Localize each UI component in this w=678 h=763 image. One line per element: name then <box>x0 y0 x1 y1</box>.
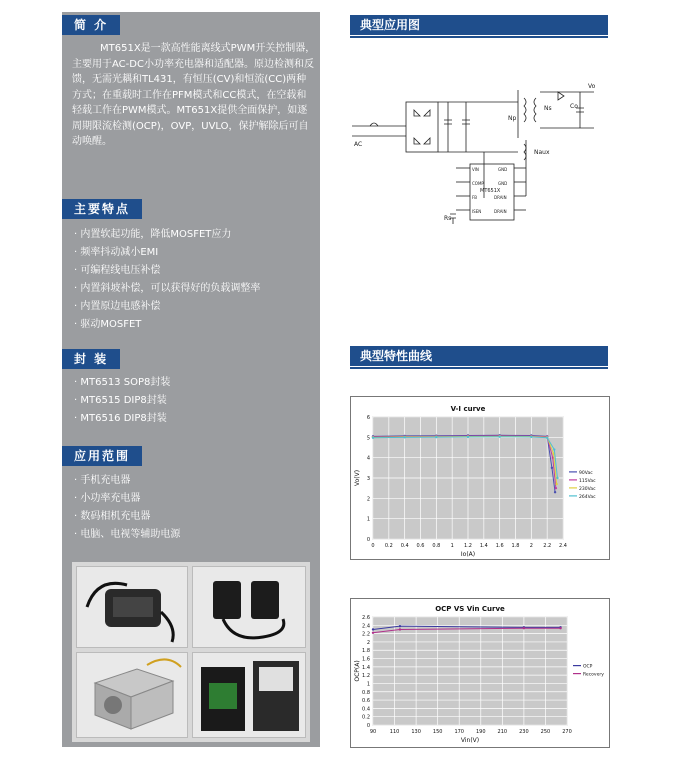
circuit-label-ac: AC <box>354 141 363 148</box>
charger-illustration <box>77 567 187 647</box>
y-tick-label: 2.2 <box>362 631 370 638</box>
data-point <box>372 628 374 630</box>
x-tick-label: 2.2 <box>543 543 552 549</box>
x-tick-label: 90 <box>369 729 377 735</box>
application-circuit <box>348 80 610 228</box>
y-tick-label: 0 <box>366 723 370 729</box>
x-tick-label: 1.6 <box>495 543 504 549</box>
list-item: · 内置斜坡补偿，可以获得好的负载调整率 <box>74 283 261 294</box>
ocp-chart-frame <box>350 598 610 748</box>
legend-label: 264Vac <box>579 494 596 500</box>
x-tick-label: 2 <box>529 543 533 549</box>
x-tick-label: 170 <box>454 729 464 735</box>
list-item: · 频率抖动减小EMI <box>74 247 159 258</box>
chart-title: V-I curve <box>450 405 486 413</box>
x-tick-label: 250 <box>540 729 551 735</box>
list-item: · 手机充电器 <box>74 475 131 486</box>
y-tick-label: 3 <box>366 476 370 482</box>
data-point <box>372 632 374 634</box>
x-axis-label: Io(A) <box>460 551 476 558</box>
features-heading: 主要特点 <box>62 199 142 219</box>
list-item: · MT6513 SOP8封装 <box>74 377 171 388</box>
list-item: · 数码相机充电器 <box>74 511 151 522</box>
power-supply-photo <box>76 652 188 738</box>
vi-chart-frame <box>350 396 610 560</box>
battery-charger-illustration <box>193 653 305 737</box>
data-point <box>467 436 469 438</box>
data-point <box>530 436 532 438</box>
plot-area <box>373 617 567 725</box>
chip-label: MT651X <box>480 188 501 194</box>
chart-title: OCP VS Vin Curve <box>435 605 505 613</box>
pin-label: GND <box>498 181 508 186</box>
legend-label: 230Vac <box>579 486 596 492</box>
x-tick-label: 2.4 <box>559 543 567 549</box>
battery-charger-photo <box>192 652 306 738</box>
data-point <box>554 491 556 493</box>
y-tick-label: 1.2 <box>362 673 370 680</box>
list-item: · MT6516 DIP8封装 <box>74 413 167 424</box>
y-tick-label: 0.8 <box>362 689 370 696</box>
list-item: · 小功率充电器 <box>74 493 141 504</box>
y-tick-label: 1.8 <box>362 648 370 655</box>
x-tick-label: 0 <box>371 543 375 549</box>
x-tick-label: 210 <box>497 729 508 735</box>
data-point <box>559 627 561 629</box>
pin-label: FB <box>472 195 478 200</box>
curve-heading: 典型特性曲线 <box>350 346 608 366</box>
y-tick-label: 5 <box>366 435 370 442</box>
pin-label: COMP <box>472 181 484 186</box>
intro-text: MT651X是一款高性能离线式PWM开关控制器，主要用于AC-DC小功率充电器和适配器。原边检测和反馈，无需光耦和TL431，有恒压(CV)和恒流(CC)两种方式；在重载时工作在PFM模式和CC模式，在空载和轻载工作在PWM模式。MT651X提供全面保护，如逐周期限流检测(OCP)，OVP，UVLO，保护解除后可自动唤醒。 <box>72 43 316 147</box>
ocp-chart <box>351 599 609 747</box>
data-point <box>399 628 401 630</box>
y-tick-label: 1.6 <box>362 656 370 663</box>
pin-label: DRAIN <box>494 195 507 200</box>
pin-label: ISEN <box>472 209 482 214</box>
x-tick-label: 0.8 <box>432 543 441 549</box>
y-tick-label: 1 <box>366 516 370 523</box>
data-point <box>498 436 500 438</box>
y-tick-label: 1 <box>366 681 370 688</box>
features-list <box>74 226 260 334</box>
x-tick-label: 1.2 <box>464 543 472 549</box>
y-axis-label: Vo(V) <box>354 469 361 487</box>
data-point <box>553 448 555 450</box>
x-tick-label: 150 <box>432 729 443 735</box>
list-item: · MT6515 DIP8封装 <box>74 395 167 406</box>
package-list <box>74 374 170 428</box>
y-tick-label: 6 <box>366 415 370 421</box>
data-point <box>523 627 525 629</box>
x-tick-label: 0.6 <box>416 543 425 549</box>
x-axis-label: Vin(V) <box>460 737 480 744</box>
x-tick-label: 1.8 <box>511 543 520 549</box>
y-tick-label: 2.6 <box>362 615 370 621</box>
list-item: · 电脑、电视等辅助电源 <box>74 529 181 540</box>
y-tick-label: 4 <box>366 455 370 462</box>
adapter-photo <box>192 566 306 648</box>
x-tick-label: 110 <box>389 729 400 735</box>
pin-label: DRAIN <box>494 209 507 214</box>
pin-label: VIN <box>472 167 479 172</box>
apps-heading: 应用范围 <box>62 446 142 466</box>
data-point <box>546 437 548 439</box>
package-heading: 封 装 <box>62 349 120 369</box>
data-point <box>435 436 437 438</box>
y-tick-label: 0.6 <box>362 698 370 705</box>
legend-label: OCP <box>583 664 593 670</box>
data-point <box>399 625 401 627</box>
x-tick-label: 230 <box>519 729 529 735</box>
x-tick-label: 270 <box>562 729 572 735</box>
circuit-label-np: Np <box>508 115 517 122</box>
data-point <box>372 437 374 439</box>
list-item: · 可编程线电压补偿 <box>74 265 161 276</box>
x-tick-label: 0.2 <box>384 543 393 549</box>
y-tick-label: 0.4 <box>362 706 370 713</box>
y-axis-label: OCP(A) <box>354 660 361 682</box>
apps-list <box>74 472 180 544</box>
y-tick-label: 1.4 <box>362 664 370 671</box>
y-tick-label: 2.4 <box>362 623 370 630</box>
psu-illustration <box>77 653 187 737</box>
data-point <box>403 436 405 438</box>
x-tick-label: 1 <box>450 543 454 549</box>
circuit-label-co: Co <box>570 103 578 110</box>
data-point <box>555 483 557 485</box>
intro-heading: 简 介 <box>62 15 120 35</box>
x-tick-label: 190 <box>476 729 486 735</box>
circuit-heading: 典型应用图 <box>350 15 608 35</box>
circuit-label-naux: Naux <box>534 149 550 156</box>
data-point <box>556 477 558 479</box>
list-item: · 内置软起功能，降低MOSFET应力 <box>74 229 232 240</box>
x-tick-label: 1.4 <box>479 543 488 549</box>
pin-label: GND <box>498 167 508 172</box>
x-tick-label: 130 <box>411 729 421 735</box>
y-tick-label: 2 <box>366 639 370 646</box>
y-tick-label: 0 <box>366 537 370 543</box>
legend-label: 90Vac <box>579 470 593 476</box>
legend-label: Recovery <box>583 672 604 678</box>
y-tick-label: 0.2 <box>362 714 370 721</box>
product-photos <box>72 562 310 742</box>
circuit-label-vo: Vo <box>588 83 596 90</box>
circuit-label-rs: Rs <box>444 215 452 222</box>
y-tick-label: 2 <box>366 496 370 503</box>
vi-chart <box>351 397 609 559</box>
legend-label: 115Vac <box>579 478 596 484</box>
charger-photo <box>76 566 188 648</box>
list-item: · 内置原边电感补偿 <box>74 301 161 312</box>
adapter-illustration <box>193 567 305 647</box>
data-point <box>555 487 557 489</box>
circuit-label-ns: Ns <box>544 105 552 112</box>
list-item: · 驱动MOSFET <box>74 319 142 330</box>
x-tick-label: 0.4 <box>400 543 409 549</box>
data-point <box>551 467 553 469</box>
